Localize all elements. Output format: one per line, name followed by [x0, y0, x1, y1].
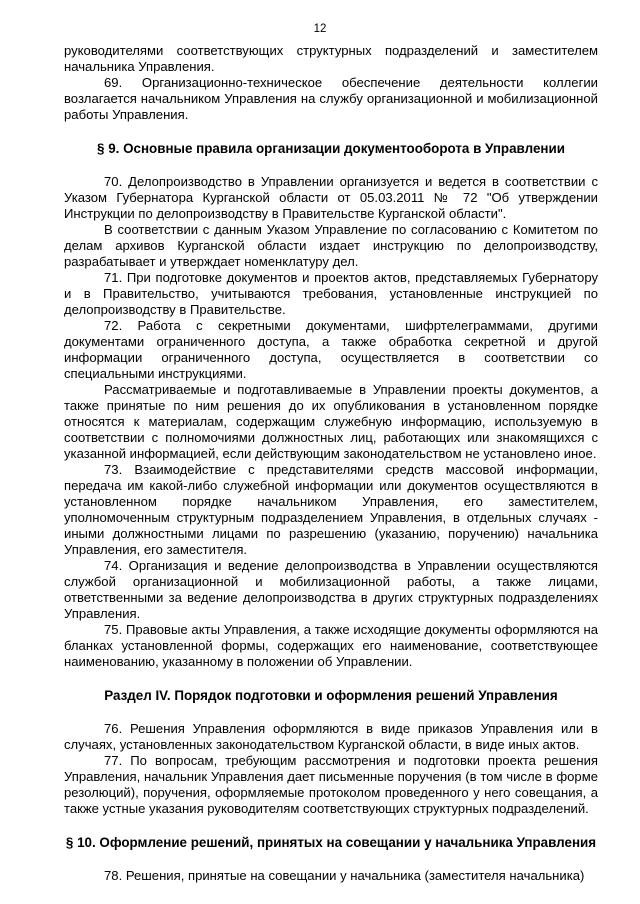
paragraph-69: 69. Организационно-техническое обеспечение деятельности коллегии возлагается начальником Управления на службу организационной и мобилизационной работы Управления.	[64, 75, 598, 122]
page-number: 12	[313, 23, 327, 35]
paragraph-70-continued: В соответствии с данным Указом Управление по согласованию с Комитетом по делам архивов Курганской области издает инструкцию по делопроизводству, разрабатывает и утверждает номенклатуру дел.	[64, 222, 598, 269]
paragraph-72-continued: Рассматриваемые и подготавливаемые в Управлении проекты документов, а также принятые по ним решения до их опубликования в установленном порядке относятся к материалам, содержащим служебную информацию, используемую в соответствии с полномочиями должностных лиц, работающих или знакомящихся с указанной информацией, если действующим законодательством не установлено иное.	[64, 382, 598, 461]
paragraph-78: 78. Решения, принятые на совещании у начальника (заместителя начальника)	[104, 868, 585, 883]
paragraph-70: 70. Делопроизводство в Управлении организуется и ведется в соответствии с Указом Губернатора Курганской области от 05.03.2011 № 72 "Об утверждении Инструкции по делопроизводству в Правительстве Курганской области".	[64, 174, 598, 221]
section-10-heading: § 10. Оформление решений, принятых на совещании у начальника Управления	[65, 835, 597, 850]
paragraph-75: 75. Правовые акты Управления, а также исходящие документы оформляются на бланках установленной формы, содержащих его наименование, соответствующее наименованию, указанному в положении об Управлении.	[64, 622, 598, 669]
paragraph-72: 72. Работа с секретными документами, шифртелеграммами, другими документами ограниченного доступа, а также обработка секретной и другой информации ограниченного доступа, осуществляется в соответствии со специальными инструкциями.	[64, 318, 598, 381]
paragraph-76: 76. Решения Управления оформляются в виде приказов Управления или в случаях, установленных законодательством Курганской области, в виде иных актов.	[64, 721, 598, 752]
paragraph-continuation: руководителями соответствующих структурных подразделений и заместителем начальника Управления.	[64, 43, 598, 74]
paragraph-74: 74. Организация и ведение делопроизводства в Управлении осуществляются службой организационной и мобилизационной работы, а также лицами, ответственными за ведение делопроизводства в других структурных подразделениях Управления.	[64, 558, 598, 621]
paragraph-77: 77. По вопросам, требующим рассмотрения и подготовки проекта решения Управления, начальник Управления дает письменные поручения (в том числе в форме резолюций), поручения, оформляемые протоколом проведенного у него совещания, а также устные указания руководителям соответствующих структурных подразделений.	[64, 753, 598, 816]
section-9-heading: § 9. Основные правила организации документооборота в Управлении	[97, 141, 565, 156]
document-body	[64, 43, 598, 884]
paragraph-71: 71. При подготовке документов и проектов актов, представляемых Губернатору и в Правительство, учитываются требования, установленные инструкцией по делопроизводству в Правительстве.	[64, 270, 598, 317]
paragraph-73: 73. Взаимодействие с представителями средств массовой информации, передача им какой-либо служебной информации или документов осуществляются в установленном порядке начальником Управления, его заместителем, уполномоченным структурным подразделением Управления, в отдельных случаях - иными должностными лицами по разрешению (указанию, поручению) начальника Управления, его заместителя.	[64, 462, 598, 557]
section-iv-heading: Раздел IV. Порядок подготовки и оформления решений Управления	[104, 688, 558, 703]
